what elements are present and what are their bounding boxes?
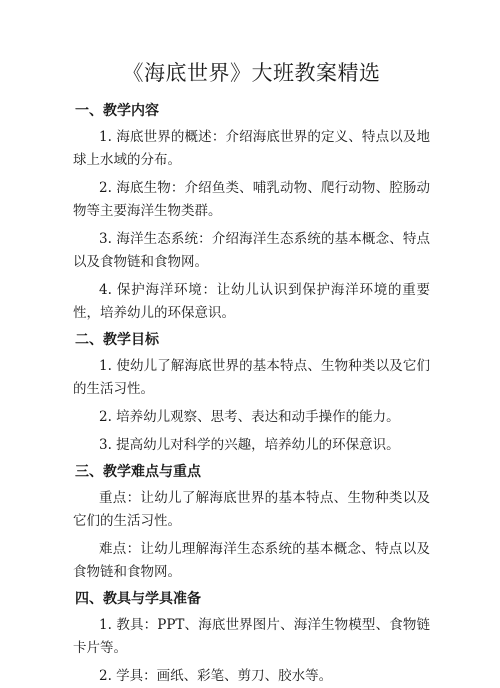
section-heading: 三、教学难点与重点: [75, 464, 201, 480]
paragraph: 重点：让幼儿了解海底世界的基本特点、生物种类以及它们的生活习性。: [73, 490, 430, 529]
section-heading: 四、教具与学具准备: [75, 591, 201, 607]
paragraph: 3. 提高幼儿对科学的兴趣，培养幼儿的环保意识。: [99, 437, 400, 453]
paragraph: 4. 保护海洋环境：让幼儿认识到保护海洋环境的重要性，培养幼儿的环保意识。: [73, 282, 430, 321]
section-heading: 一、教学内容: [75, 103, 159, 119]
paragraph: 3. 海洋生态系统：介绍海洋生态系统的基本概念、特点以及食物链和食物网。: [73, 231, 430, 270]
paragraph: 2. 培养幼儿观察、思考、表达和动手操作的能力。: [99, 409, 400, 425]
section-materials: [73, 589, 430, 688]
paragraph: 1. 使幼儿了解海底世界的基本特点、生物种类以及它们的生活习性。: [73, 358, 430, 397]
section-heading: 二、教学目标: [75, 332, 159, 348]
paragraph: 难点：让幼儿理解海洋生态系统的基本概念、特点以及食物链和食物网。: [73, 541, 430, 580]
paragraph: 2. 海底生物：介绍鱼类、哺乳动物、爬行动物、腔肠动物等主要海洋生物类群。: [73, 180, 430, 219]
section-difficulties-and-focus: [73, 462, 430, 584]
section-teaching-goals: [73, 330, 430, 457]
paragraph: 2. 学具：画纸、彩笔、剪刀、胶水等。: [99, 668, 333, 684]
section-teaching-content: [73, 101, 430, 325]
paragraph: 1. 海底世界的概述：介绍海底世界的定义、特点以及地球上水域的分布。: [73, 129, 430, 168]
document-title: 《海底世界》大班教案精选: [122, 61, 381, 85]
paragraph: 1. 教具：PPT、海底世界图片、海洋生物模型、食物链卡片等。: [73, 617, 430, 656]
